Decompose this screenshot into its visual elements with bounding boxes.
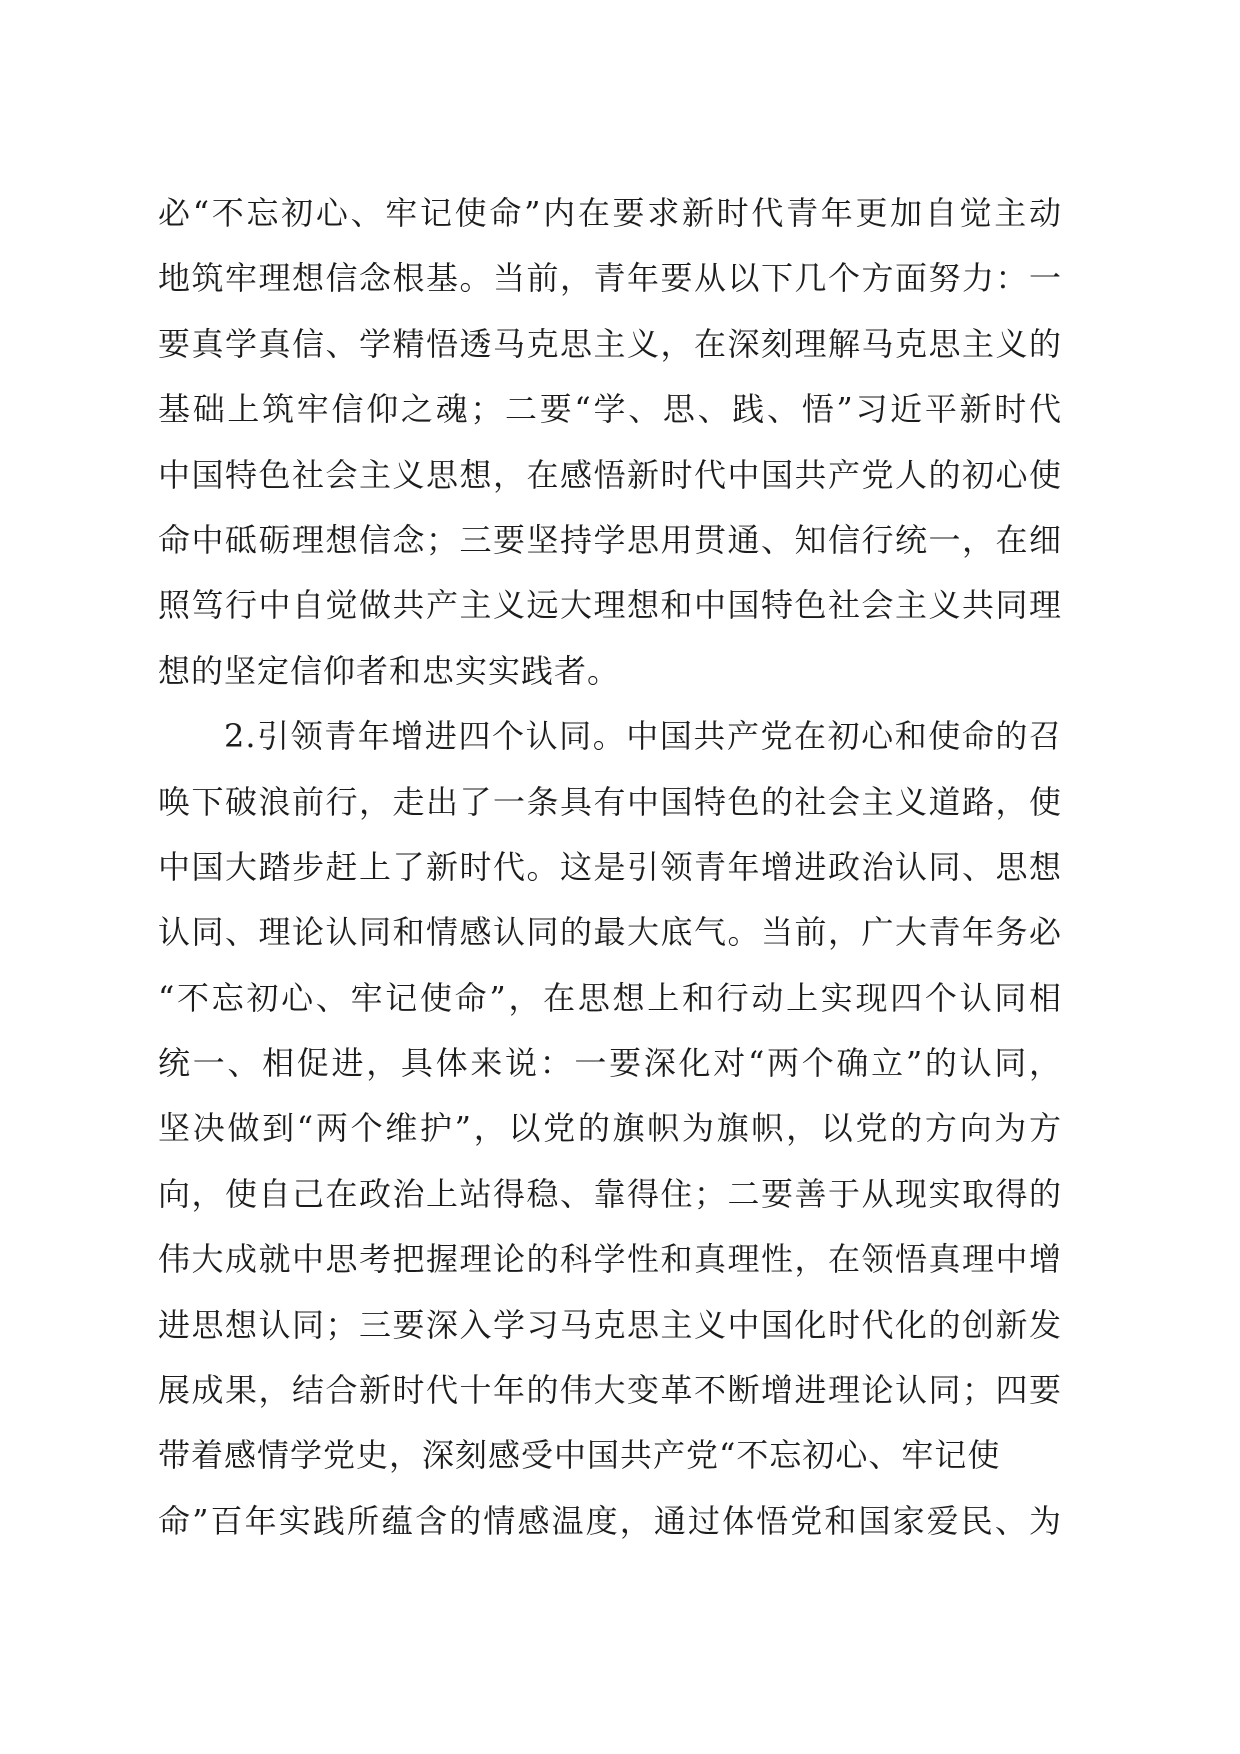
text-line: 中国大踏步赶上了新时代。这是引领青年增进政治认同、思想: [158, 847, 1062, 886]
text-line: “不忘初心、牢记使命”，在思想上和行动上实现四个认同相: [158, 978, 1062, 1017]
text-line: 中国特色社会主义思想，在感悟新时代中国共产党人的初心使: [158, 455, 1062, 494]
text-line: 伟大成就中思考把握理论的科学性和真理性，在领悟真理中增: [158, 1240, 1062, 1279]
text-line: 想的坚定信仰者和忠实实践者。: [158, 651, 621, 690]
text-line: 进思想认同；三要深入学习马克思主义中国化时代化的创新发: [158, 1305, 1062, 1344]
text-line: 带着感情学党史，深刻感受中国共产党“不忘初心、牢记使: [158, 1436, 1001, 1475]
text-line: 认同、理论认同和情感认同的最大底气。当前，广大青年务必: [158, 913, 1062, 952]
text-line: 坚决做到“两个维护”，以党的旗帜为旗帜，以党的方向为方: [158, 1109, 1062, 1148]
text-line: 基础上筑牢信仰之魂；二要“学、思、践、悟”习近平新时代: [158, 390, 1062, 429]
text-line: 命中砥砺理想信念；三要坚持学思用贯通、知信行统一，在细: [158, 520, 1062, 559]
text-line: 地筑牢理想信念根基。当前，青年要从以下几个方面努力：一: [158, 259, 1062, 298]
text-line: 展成果，结合新时代十年的伟大变革不断增进理论认同；四要: [158, 1371, 1062, 1410]
text-line: 必“不忘初心、牢记使命”内在要求新时代青年更加自觉主动: [158, 194, 1062, 232]
text-line: 统一、相促进，具体来说：一要深化对“两个确立”的认同，: [158, 1044, 1062, 1083]
body-text: [158, 181, 1062, 1554]
text-line: 要真学真信、学精悟透马克思主义，在深刻理解马克思主义的: [158, 324, 1062, 363]
text-line: 2.引领青年增进四个认同。中国共产党在初心和使命的召: [224, 717, 1062, 756]
text-line: 命”百年实践所蕴含的情感温度，通过体悟党和国家爱民、为: [158, 1501, 1062, 1540]
text-line: 照笃行中自觉做共产主义远大理想和中国特色社会主义共同理: [158, 586, 1062, 625]
paragraph-2-identity: [158, 704, 1062, 1554]
paragraph-continued: [158, 181, 1062, 704]
text-line: 向，使自己在政治上站得稳、靠得住；二要善于从现实取得的: [158, 1174, 1062, 1213]
text-line: 唤下破浪前行，走出了一条具有中国特色的社会主义道路，使: [158, 782, 1062, 821]
